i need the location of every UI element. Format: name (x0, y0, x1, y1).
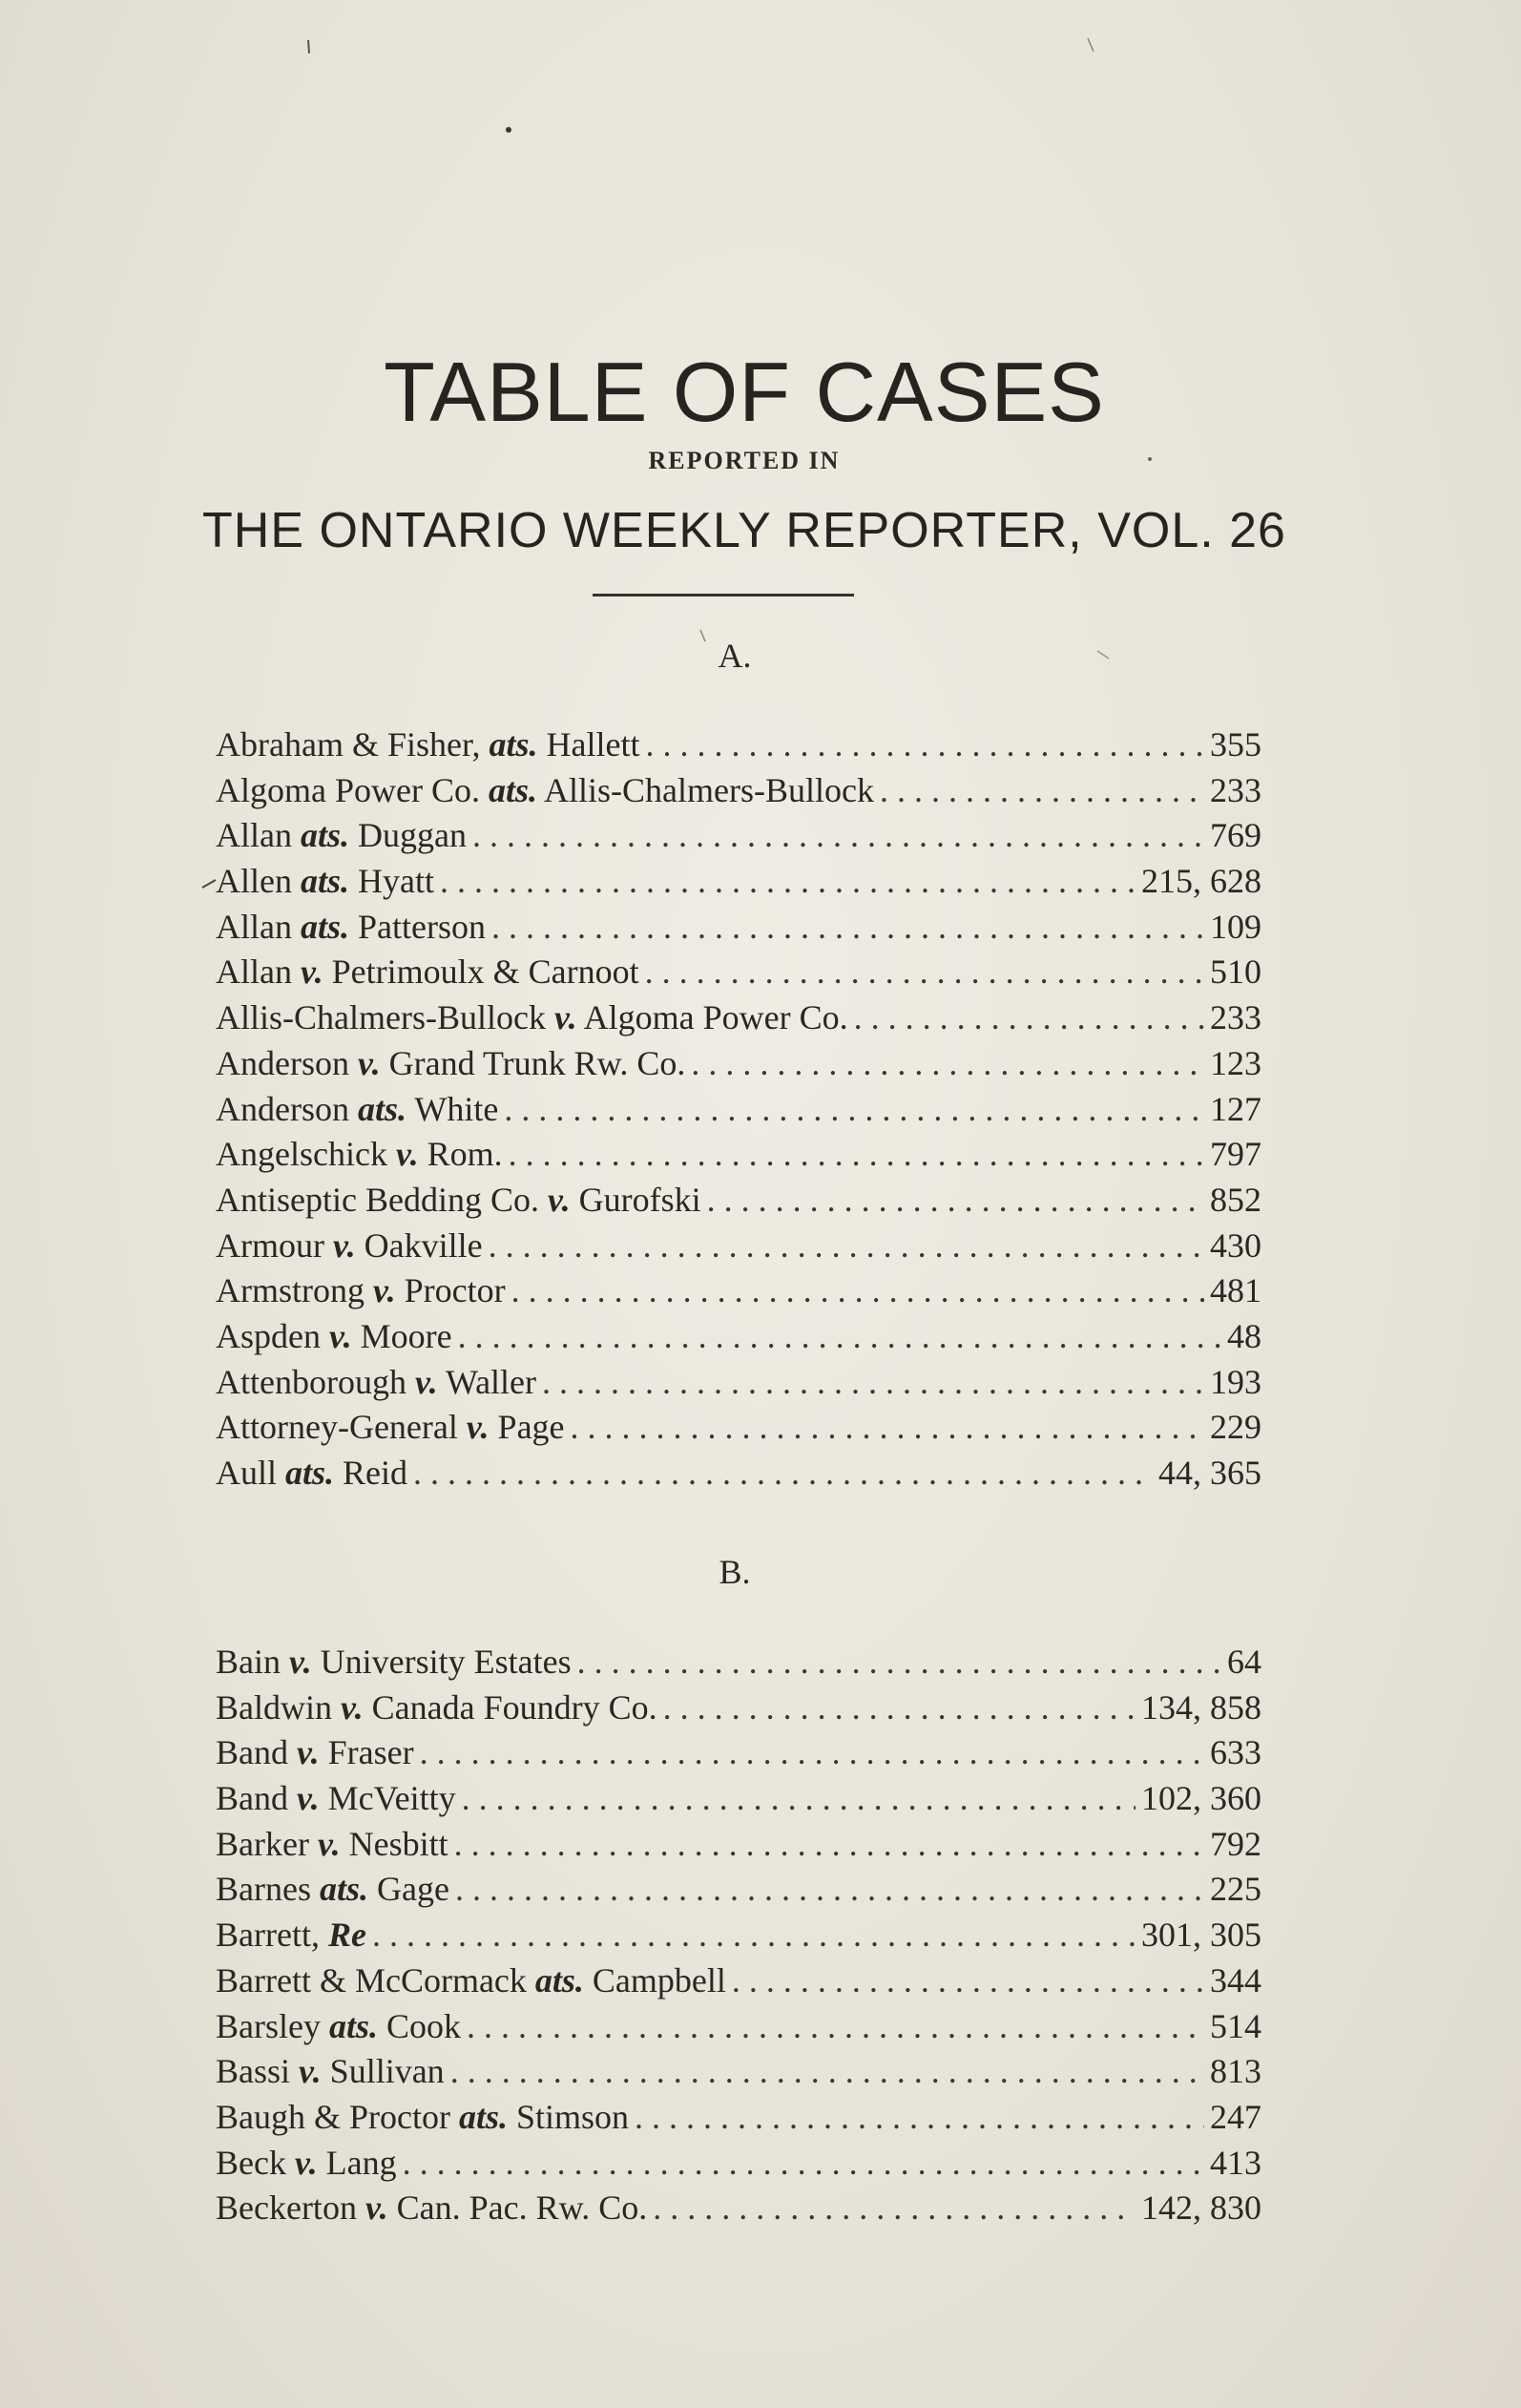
case-relation: v. (297, 1779, 320, 1818)
page-numbers: 769 (1210, 816, 1261, 855)
case-party-second: Duggan (349, 816, 467, 855)
case-party-first: Beck (216, 2143, 295, 2182)
page-numbers: 134, 858 (1141, 1687, 1261, 1727)
page-numbers: 355 (1210, 725, 1261, 764)
case-party-first: Barsley (216, 2006, 329, 2045)
case-relation: ats. (300, 862, 349, 901)
page-numbers: 225 (1210, 1870, 1261, 1909)
page-numbers: 193 (1210, 1362, 1261, 1401)
publication-title: THE ONTARIO WEEKLY REPORTER, VOL. 26 (202, 503, 1286, 558)
page-numbers: 514 (1210, 2006, 1261, 2045)
case-relation: v. (297, 1733, 320, 1772)
page-numbers: 481 (1210, 1271, 1261, 1310)
case-relation: v. (317, 1824, 341, 1863)
case-party-second: Proctor (395, 1271, 506, 1310)
page-numbers: 233 (1210, 998, 1261, 1037)
case-party-second: Algoma Power Co. (576, 998, 848, 1037)
case-relation: v. (395, 1135, 419, 1174)
page-numbers: 301, 305 (1141, 1916, 1261, 1955)
case-party-second: Moore (351, 1316, 452, 1355)
case-party-second: University Estates (311, 1643, 572, 1681)
case-party-first: Armstrong (216, 1271, 373, 1310)
case-relation: v. (547, 1180, 571, 1219)
page-numbers: 127 (1210, 1089, 1261, 1128)
case-party-second: Oakville (355, 1225, 483, 1265)
case-party-first: Barrett & McCormack (216, 1960, 535, 2000)
page-numbers: 430 (1210, 1225, 1261, 1265)
case-relation: ats. (534, 1960, 584, 2000)
case-party-first: Barker (216, 1824, 318, 1863)
case-party-first: Allan (216, 953, 301, 992)
page-numbers: 215, 628 (1141, 862, 1261, 901)
case-party-second: Campbell (583, 1960, 726, 2000)
case-party-first: Allan (216, 816, 301, 855)
case-relation: v. (299, 2052, 322, 2091)
section-letter-a: A. (718, 637, 752, 675)
case-party-second: Sullivan (321, 2052, 445, 2091)
case-relation: ats. (489, 725, 538, 764)
case-party-second: Cook (377, 2006, 461, 2045)
case-party-first: Barnes (216, 1870, 320, 1909)
case-party-second: Can. Pac. Rw. Co. (387, 2188, 648, 2228)
case-party-first: Bain (216, 1643, 289, 1681)
page-numbers: 247 (1210, 2097, 1261, 2136)
case-party-second: Waller (437, 1362, 537, 1401)
case-party-first: Band (216, 1779, 297, 1818)
page-numbers: 852 (1210, 1180, 1261, 1219)
case-party-first: Antiseptic Bedding Co. (216, 1180, 548, 1219)
case-party-first: Allen (216, 862, 301, 901)
case-party-second: Fraser (319, 1733, 414, 1772)
case-party-first: Attorney-General (216, 1408, 467, 1447)
case-relation: v. (329, 1316, 352, 1355)
case-party-second: Nesbitt (340, 1824, 448, 1863)
case-relation: v. (289, 1643, 312, 1681)
page-numbers: 633 (1210, 1733, 1261, 1772)
case-party-first: Band (216, 1733, 297, 1772)
page-numbers: 64 (1227, 1643, 1261, 1681)
case-relation: v. (357, 1043, 381, 1082)
case-party-second: Petrimoulx & Carnoot (323, 953, 639, 992)
case-party-first: Attenborough (216, 1362, 415, 1401)
case-party-first: Algoma Power Co. (216, 770, 489, 809)
page-numbers: 142, 830 (1141, 2188, 1261, 2228)
case-party-second: Grand Trunk Rw. Co. (380, 1043, 686, 1082)
case-party-second: McVeitty (319, 1779, 456, 1818)
case-party-second: Allis-Chalmers-Bullock (537, 770, 874, 809)
case-relation: ats. (300, 816, 349, 855)
case-party-first: Armour (216, 1225, 333, 1265)
case-party-second: Stimson (508, 2097, 630, 2136)
case-relation: ats. (300, 907, 349, 946)
case-party-first: Aull (216, 1454, 286, 1492)
case-party-second: Canada Foundry Co. (363, 1687, 657, 1727)
case-party-second: Hallett (537, 725, 640, 764)
case-relation: Re (327, 1916, 366, 1955)
case-party-first: Baldwin (216, 1687, 341, 1727)
case-relation: v. (332, 1225, 356, 1265)
case-party-second: Hyatt (349, 862, 434, 901)
case-party-second: Rom. (418, 1135, 503, 1174)
case-relation: ats. (285, 1454, 335, 1492)
page-numbers: 813 (1210, 2052, 1261, 2091)
page-numbers: 48 (1227, 1316, 1261, 1355)
case-party-second: Gage (367, 1870, 449, 1909)
case-party-first: Barrett, (216, 1916, 328, 1955)
case-party-first: Anderson (216, 1043, 358, 1082)
case-relation: v. (300, 953, 323, 992)
page-numbers: 123 (1210, 1043, 1261, 1082)
page-numbers: 229 (1210, 1408, 1261, 1447)
page-numbers: 233 (1210, 770, 1261, 809)
page-numbers: 109 (1210, 907, 1261, 946)
page-numbers: 510 (1210, 953, 1261, 992)
case-party-first: Aspden (216, 1316, 329, 1355)
section-letter-b: B. (719, 1553, 751, 1591)
case-party-second: White (406, 1089, 499, 1128)
case-relation: ats. (328, 2006, 378, 2045)
case-party-first: Bassi (216, 2052, 300, 2091)
page-numbers: 413 (1210, 2143, 1261, 2182)
case-party-second: Lang (317, 2143, 397, 2182)
case-party-second: Page (489, 1408, 565, 1447)
case-relation: ats. (357, 1089, 406, 1128)
page-numbers: 344 (1210, 1960, 1261, 2000)
page-numbers: 102, 360 (1141, 1779, 1261, 1818)
case-party-first: Allan (216, 907, 301, 946)
page-numbers: 44, 365 (1158, 1454, 1261, 1492)
case-relation: v. (373, 1271, 396, 1310)
case-relation: v. (466, 1408, 490, 1447)
case-relation: ats. (319, 1870, 368, 1909)
case-party-first: Baugh & Proctor (216, 2097, 459, 2136)
case-relation: v. (341, 1687, 364, 1727)
page-numbers: 792 (1210, 1824, 1261, 1863)
case-relation: ats. (488, 770, 537, 809)
case-relation: v. (553, 998, 577, 1037)
case-party-second: Patterson (349, 907, 486, 946)
case-party-first: Angelschick (216, 1135, 396, 1174)
page-title: TABLE OF CASES (384, 345, 1105, 439)
case-relation: ats. (458, 2097, 508, 2136)
case-relation: v. (414, 1362, 438, 1401)
case-party-first: Anderson (216, 1089, 358, 1128)
case-party-first: Abraham & Fisher, (216, 725, 490, 764)
case-relation: v. (294, 2143, 318, 2182)
page-subtitle: REPORTED IN (648, 447, 841, 474)
case-party-first: Allis-Chalmers-Bullock (216, 998, 554, 1037)
case-party-first: Beckerton (216, 2188, 365, 2228)
case-relation: v. (365, 2188, 388, 2228)
page-numbers: 797 (1210, 1135, 1261, 1174)
case-party-second: Gurofski (570, 1180, 701, 1219)
case-party-second: Reid (334, 1454, 408, 1492)
